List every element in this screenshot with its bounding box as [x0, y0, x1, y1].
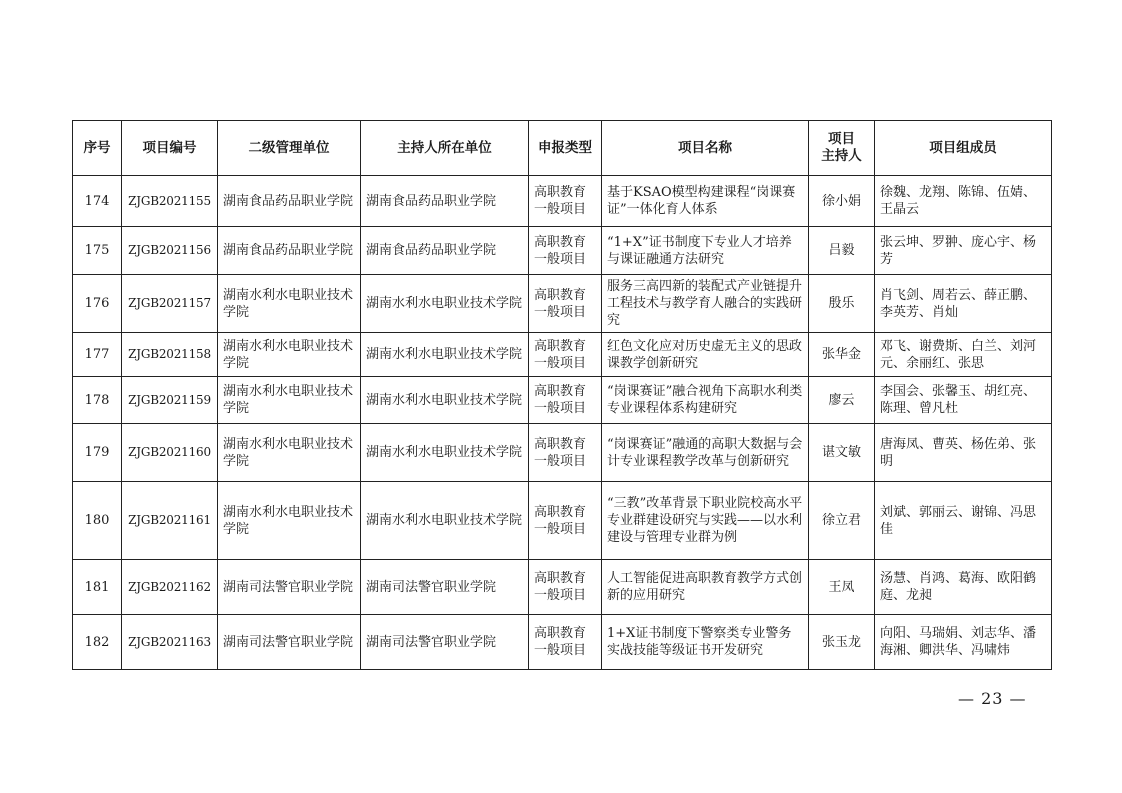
cell-project-name: 人工智能促进高职教育教学方式创新的应用研究 [602, 560, 809, 615]
cell-host: 徐立君 [809, 482, 875, 560]
cell-application-type: 高职教育一般项目 [529, 482, 602, 560]
table-row [73, 482, 1052, 560]
cell-application-type: 高职教育一般项目 [529, 560, 602, 615]
cell-host-unit: 湖南水利水电职业技术学院 [361, 482, 529, 560]
cell-management-unit: 湖南司法警官职业学院 [218, 560, 361, 615]
cell-project-name: “岗课赛证”融通的高职大数据与会计专业课程教学改革与创新研究 [602, 424, 809, 482]
header-project-name: 项目名称 [602, 121, 809, 176]
cell-host-unit: 湖南水利水电职业技术学院 [361, 424, 529, 482]
cell-project-code: ZJGB2021159 [122, 377, 218, 424]
cell-index: 181 [73, 560, 122, 615]
cell-host: 张玉龙 [809, 615, 875, 670]
cell-members: 邓飞、谢费斯、白兰、刘河元、余丽红、张思 [875, 333, 1052, 377]
cell-host-unit: 湖南水利水电职业技术学院 [361, 377, 529, 424]
cell-management-unit: 湖南水利水电职业技术学院 [218, 377, 361, 424]
cell-application-type: 高职教育一般项目 [529, 227, 602, 275]
header-index: 序号 [73, 121, 122, 176]
cell-host: 吕毅 [809, 227, 875, 275]
header-application-type: 申报类型 [529, 121, 602, 176]
cell-project-code: ZJGB2021155 [122, 176, 218, 227]
table-row [73, 176, 1052, 227]
cell-members: 刘斌、郭丽云、谢锦、冯思佳 [875, 482, 1052, 560]
table-row [73, 615, 1052, 670]
cell-members: 唐海凤、曹英、杨佐弟、张明 [875, 424, 1052, 482]
cell-host-unit: 湖南食品药品职业学院 [361, 227, 529, 275]
cell-members: 李国会、张馨玉、胡红亮、陈理、曾凡杜 [875, 377, 1052, 424]
table-header-row [73, 121, 1052, 176]
cell-application-type: 高职教育一般项目 [529, 176, 602, 227]
cell-index: 182 [73, 615, 122, 670]
cell-members: 徐魏、龙翔、陈锦、伍婧、王晶云 [875, 176, 1052, 227]
cell-host: 张华金 [809, 333, 875, 377]
page-number: — 23 — [958, 689, 1027, 708]
cell-application-type: 高职教育一般项目 [529, 615, 602, 670]
cell-index: 176 [73, 275, 122, 333]
cell-index: 174 [73, 176, 122, 227]
cell-host-unit: 湖南水利水电职业技术学院 [361, 333, 529, 377]
cell-members: 肖飞剑、周若云、薛正鹏、李英芳、肖灿 [875, 275, 1052, 333]
cell-members: 向阳、马瑞娟、刘志华、潘海湘、卿洪华、冯啸炜 [875, 615, 1052, 670]
cell-project-name: 服务三高四新的装配式产业链提升工程技术与教学育人融合的实践研究 [602, 275, 809, 333]
cell-members: 汤慧、肖鸿、葛海、欧阳鹤庭、龙昶 [875, 560, 1052, 615]
cell-project-code: ZJGB2021157 [122, 275, 218, 333]
cell-management-unit: 湖南水利水电职业技术学院 [218, 482, 361, 560]
cell-index: 180 [73, 482, 122, 560]
cell-index: 178 [73, 377, 122, 424]
cell-management-unit: 湖南水利水电职业技术学院 [218, 424, 361, 482]
header-project-code: 项目编号 [122, 121, 218, 176]
table-row [73, 275, 1052, 333]
cell-application-type: 高职教育一般项目 [529, 424, 602, 482]
cell-host-unit: 湖南食品药品职业学院 [361, 176, 529, 227]
header-members: 项目组成员 [875, 121, 1052, 176]
cell-project-name: 红色文化应对历史虚无主义的思政课教学创新研究 [602, 333, 809, 377]
cell-host-unit: 湖南司法警官职业学院 [361, 560, 529, 615]
cell-application-type: 高职教育一般项目 [529, 275, 602, 333]
cell-management-unit: 湖南食品药品职业学院 [218, 176, 361, 227]
cell-host-unit: 湖南司法警官职业学院 [361, 615, 529, 670]
cell-project-code: ZJGB2021160 [122, 424, 218, 482]
cell-project-code: ZJGB2021163 [122, 615, 218, 670]
cell-management-unit: 湖南水利水电职业技术学院 [218, 275, 361, 333]
cell-management-unit: 湖南食品药品职业学院 [218, 227, 361, 275]
cell-host: 殷乐 [809, 275, 875, 333]
table-row [73, 377, 1052, 424]
cell-index: 175 [73, 227, 122, 275]
cell-project-name: 1+X证书制度下警察类专业警务实战技能等级证书开发研究 [602, 615, 809, 670]
cell-project-name: “三教”改革背景下职业院校高水平专业群建设研究与实践——以水利建设与管理专业群为例 [602, 482, 809, 560]
cell-application-type: 高职教育一般项目 [529, 377, 602, 424]
table-row [73, 560, 1052, 615]
cell-project-name: “岗课赛证”融合视角下高职水利类专业课程体系构建研究 [602, 377, 809, 424]
project-table [72, 120, 1052, 670]
cell-management-unit: 湖南水利水电职业技术学院 [218, 333, 361, 377]
cell-index: 177 [73, 333, 122, 377]
cell-host: 谌文敏 [809, 424, 875, 482]
cell-host-unit: 湖南水利水电职业技术学院 [361, 275, 529, 333]
table-row [73, 424, 1052, 482]
table-row [73, 227, 1052, 275]
cell-project-code: ZJGB2021162 [122, 560, 218, 615]
table-row [73, 333, 1052, 377]
cell-application-type: 高职教育一般项目 [529, 333, 602, 377]
cell-project-code: ZJGB2021158 [122, 333, 218, 377]
header-host: 项目 主持人 [809, 121, 875, 176]
cell-project-name: 基于KSAO模型构建课程“岗课赛证”一体化育人体系 [602, 176, 809, 227]
cell-index: 179 [73, 424, 122, 482]
cell-members: 张云坤、罗翀、庞心宇、杨芳 [875, 227, 1052, 275]
cell-project-code: ZJGB2021156 [122, 227, 218, 275]
cell-host: 徐小娟 [809, 176, 875, 227]
cell-project-code: ZJGB2021161 [122, 482, 218, 560]
cell-host: 王凤 [809, 560, 875, 615]
header-host-unit: 主持人所在单位 [361, 121, 529, 176]
cell-management-unit: 湖南司法警官职业学院 [218, 615, 361, 670]
header-management-unit: 二级管理单位 [218, 121, 361, 176]
cell-project-name: “1+X”证书制度下专业人才培养与课证融通方法研究 [602, 227, 809, 275]
cell-host: 廖云 [809, 377, 875, 424]
